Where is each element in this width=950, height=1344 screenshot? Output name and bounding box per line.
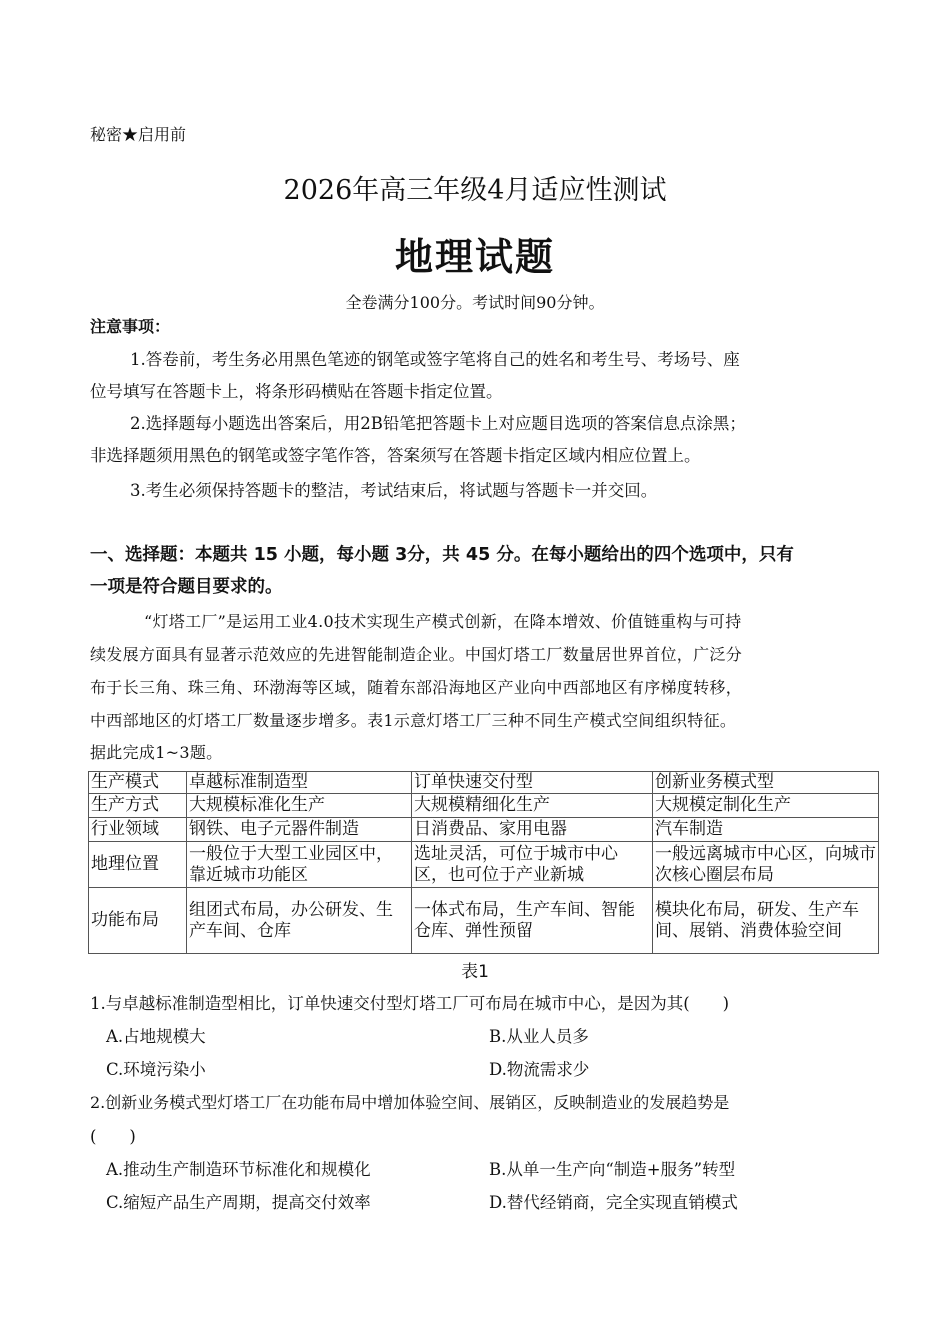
table-cell: 功能布局 [89,888,187,954]
table-cell: 订单快速交付型 [412,772,653,794]
table-cell: 行业领域 [89,818,187,842]
table-cell: 选址灵活，可位于城市中心区，也可位于产业新城 [412,842,653,888]
question-2-option-b: B.从单一生产向“制造+服务”转型 [489,1160,736,1179]
question-2-stem-line-2: ( ) [90,1127,136,1146]
note-item-3: 3.考生必须保持答题卡的整洁，考试结束后，将试题与答题卡一并交回。 [130,481,658,500]
table-cell: 地理位置 [89,842,187,888]
table-row [89,888,879,954]
intro-line-4: 中西部地区的灯塔工厂数量逐步增多。表1示意灯塔工厂三种不同生产模式空间组织特征。 [90,711,737,730]
intro-line-5: 据此完成1~3题。 [90,743,223,762]
note-item-2-line-1: 2.选择题每小题选出答案后，用2B铅笔把答题卡上对应题目选项的答案信息点涂黑； [130,414,746,433]
confidential-mark: 秘密★启用前 [90,125,187,144]
question-2-option-a: A.推动生产制造环节标准化和规模化 [106,1160,371,1179]
section-heading-line-2: 一项是符合题目要求的。 [90,577,283,597]
table-cell: 组团式布局，办公研发、生产车间、仓库 [187,888,412,954]
table-cell: 生产模式 [89,772,187,794]
question-1-stem: 1.与卓越标准制造型相比，订单快速交付型灯塔工厂可布局在城市中心，是因为其( ) [90,994,730,1013]
score-time-note: 全卷满分100分。考试时间90分钟。 [345,293,605,312]
intro-line-1: “灯塔工厂”是运用工业4.0技术实现生产模式创新，在降本增效、价值链重构与可持 [144,612,742,631]
table-caption: 表1 [461,962,489,982]
notes-heading: 注意事项： [90,317,171,336]
table-row [89,818,879,842]
question-2-stem-line-1: 2.创新业务模式型灯塔工厂在功能布局中增加体验空间、展销区，反映制造业的发展趋势是 [90,1093,730,1112]
question-1-option-a: A.占地规模大 [106,1027,206,1046]
table-cell: 卓越标准制造型 [187,772,412,794]
table-cell: 生产方式 [89,794,187,818]
table-cell: 汽车制造 [653,818,879,842]
note-item-1-line-1: 1.答卷前，考生务必用黑色笔迹的钢笔或签字笔将自己的姓名和考生号、考场号、座 [130,350,740,369]
question-2-option-c: C.缩短产品生产周期，提高交付效率 [106,1193,371,1212]
table-row [89,842,879,888]
question-1-option-b: B.从业人员多 [489,1027,589,1046]
table-cell: 大规模标准化生产 [187,794,412,818]
table-cell: 一般位于大型工业园区中，靠近城市功能区 [187,842,412,888]
table-row [89,794,879,818]
table-cell: 一般远离城市中心区，向城市次核心圈层布局 [653,842,879,888]
note-item-2-line-2: 非选择题须用黑色的钢笔或签字笔作答，答案须写在答题卡指定区域内相应位置上。 [90,446,701,465]
section-heading-line-1: 一、选择题：本题共 15 小题，每小题 3分，共 45 分。在每小题给出的四个选项中，只有 [90,545,794,565]
intro-line-2: 续发展方面具有显著示范效应的先进智能制造企业。中国灯塔工厂数量居世界首位，广泛分 [90,645,743,664]
intro-line-3: 布于长三角、珠三角、环渤海等区域，随着东部沿海地区产业向中西部地区有序梯度转移， [90,678,743,697]
subject-title: 地理试题 [394,234,555,279]
factory-mode-table [88,771,879,954]
table-cell: 模块化布局，研发、生产车间、展销、消费体验空间 [653,888,879,954]
table-cell: 创新业务模式型 [653,772,879,794]
table-cell: 日消费品、家用电器 [412,818,653,842]
table-row [89,772,879,794]
note-item-1-line-2: 位号填写在答题卡上，将条形码横贴在答题卡指定位置。 [90,382,503,401]
question-1-option-c: C.环境污染小 [106,1060,206,1079]
table-cell: 一体式布局，生产车间、智能仓库、弹性预留 [412,888,653,954]
exam-title: 2026年高三年级4月适应性测试 [283,175,667,206]
question-1-option-d: D.物流需求少 [489,1060,590,1079]
question-2-option-d: D.替代经销商，完全实现直销模式 [489,1193,738,1212]
table-cell: 钢铁、电子元器件制造 [187,818,412,842]
table-cell: 大规模定制化生产 [653,794,879,818]
table-cell: 大规模精细化生产 [412,794,653,818]
